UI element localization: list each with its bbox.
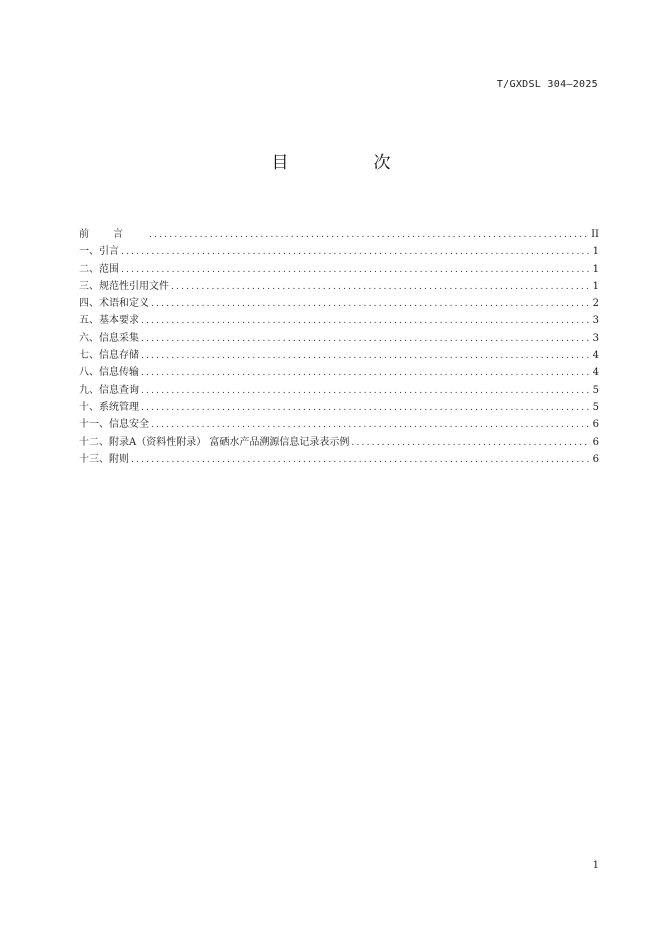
toc-entry-information-query[interactable] (79, 382, 599, 399)
toc-entry-page: 5 (592, 384, 599, 396)
toc-entry-page: 3 (592, 332, 599, 344)
toc-entry-page: 6 (592, 419, 599, 431)
toc-dot-leader (141, 365, 589, 381)
toc-dot-leader (131, 452, 589, 468)
toc-entry-normative-references[interactable] (79, 278, 599, 295)
toc-entry-label: 十二、附录A（资料性附录） 富硒水产品溯源信息记录表示例 (79, 436, 350, 448)
toc-dot-leader (121, 244, 589, 260)
toc-entry-page: 1 (592, 280, 599, 292)
toc-entry-page: 2 (592, 298, 599, 310)
toc-entry-page: 4 (592, 367, 599, 379)
toc-dot-leader (121, 262, 589, 278)
toc-entry-page: 6 (592, 436, 599, 448)
toc-dot-leader (141, 383, 589, 399)
document-code: T/GXDSL 304—2025 (496, 79, 598, 90)
toc-entry-label: 七、信息存储 (79, 350, 139, 362)
toc-dot-leader (141, 331, 589, 347)
toc-entry-system-management[interactable] (79, 399, 599, 416)
toc-entry-appendix-a[interactable] (79, 434, 599, 451)
page-number: 1 (592, 860, 599, 871)
toc-entry-information-collection[interactable] (79, 330, 599, 347)
toc-entry-label: 前言 (79, 229, 147, 240)
toc-entry-basic-requirements[interactable] (79, 312, 599, 329)
toc-entry-information-security[interactable] (79, 416, 599, 433)
toc-dot-leader (149, 227, 589, 243)
toc-entry-page: 1 (592, 246, 599, 258)
toc-dot-leader (141, 313, 589, 329)
toc-entry-label: 一、引言 (79, 246, 119, 258)
toc-entry-label: 十、系统管理 (79, 401, 139, 413)
toc-entry-label: 八、信息传输 (79, 367, 139, 379)
toc-entry-scope[interactable] (79, 261, 599, 278)
toc-entry-information-transmission[interactable] (79, 364, 599, 381)
toc-entry-label: 二、范围 (79, 263, 119, 275)
toc-entry-page: 4 (592, 350, 599, 362)
toc-entry-page: 1 (592, 263, 599, 275)
toc-entry-supplementary-provisions[interactable] (79, 451, 599, 468)
toc-list (79, 226, 599, 468)
toc-entry-label: 十一、信息安全 (79, 419, 149, 431)
toc-dot-leader (351, 435, 589, 451)
toc-dot-leader (171, 279, 589, 295)
toc-entry-page: 6 (592, 453, 599, 465)
toc-entry-label: 十三、附则 (79, 453, 129, 465)
toc-entry-label: 三、规范性引用文件 (79, 280, 169, 292)
toc-entry-label: 四、术语和定义 (79, 298, 149, 310)
toc-entry-introduction[interactable] (79, 243, 599, 260)
toc-entry-label: 六、信息采集 (79, 332, 139, 344)
toc-dot-leader (151, 296, 589, 312)
toc-entry-page: 5 (592, 401, 599, 413)
toc-entry-label: 五、基本要求 (79, 315, 139, 327)
toc-entry-foreword[interactable] (79, 226, 599, 243)
toc-dot-leader (141, 348, 589, 364)
toc-title: 目 次 (271, 153, 425, 173)
toc-dot-leader (141, 400, 589, 416)
toc-entry-information-storage[interactable] (79, 347, 599, 364)
toc-dot-leader (151, 417, 589, 433)
toc-entry-page: II (591, 229, 599, 240)
toc-entry-label: 九、信息查询 (79, 384, 139, 396)
toc-entry-terms-definitions[interactable] (79, 295, 599, 312)
toc-entry-page: 3 (592, 315, 599, 327)
